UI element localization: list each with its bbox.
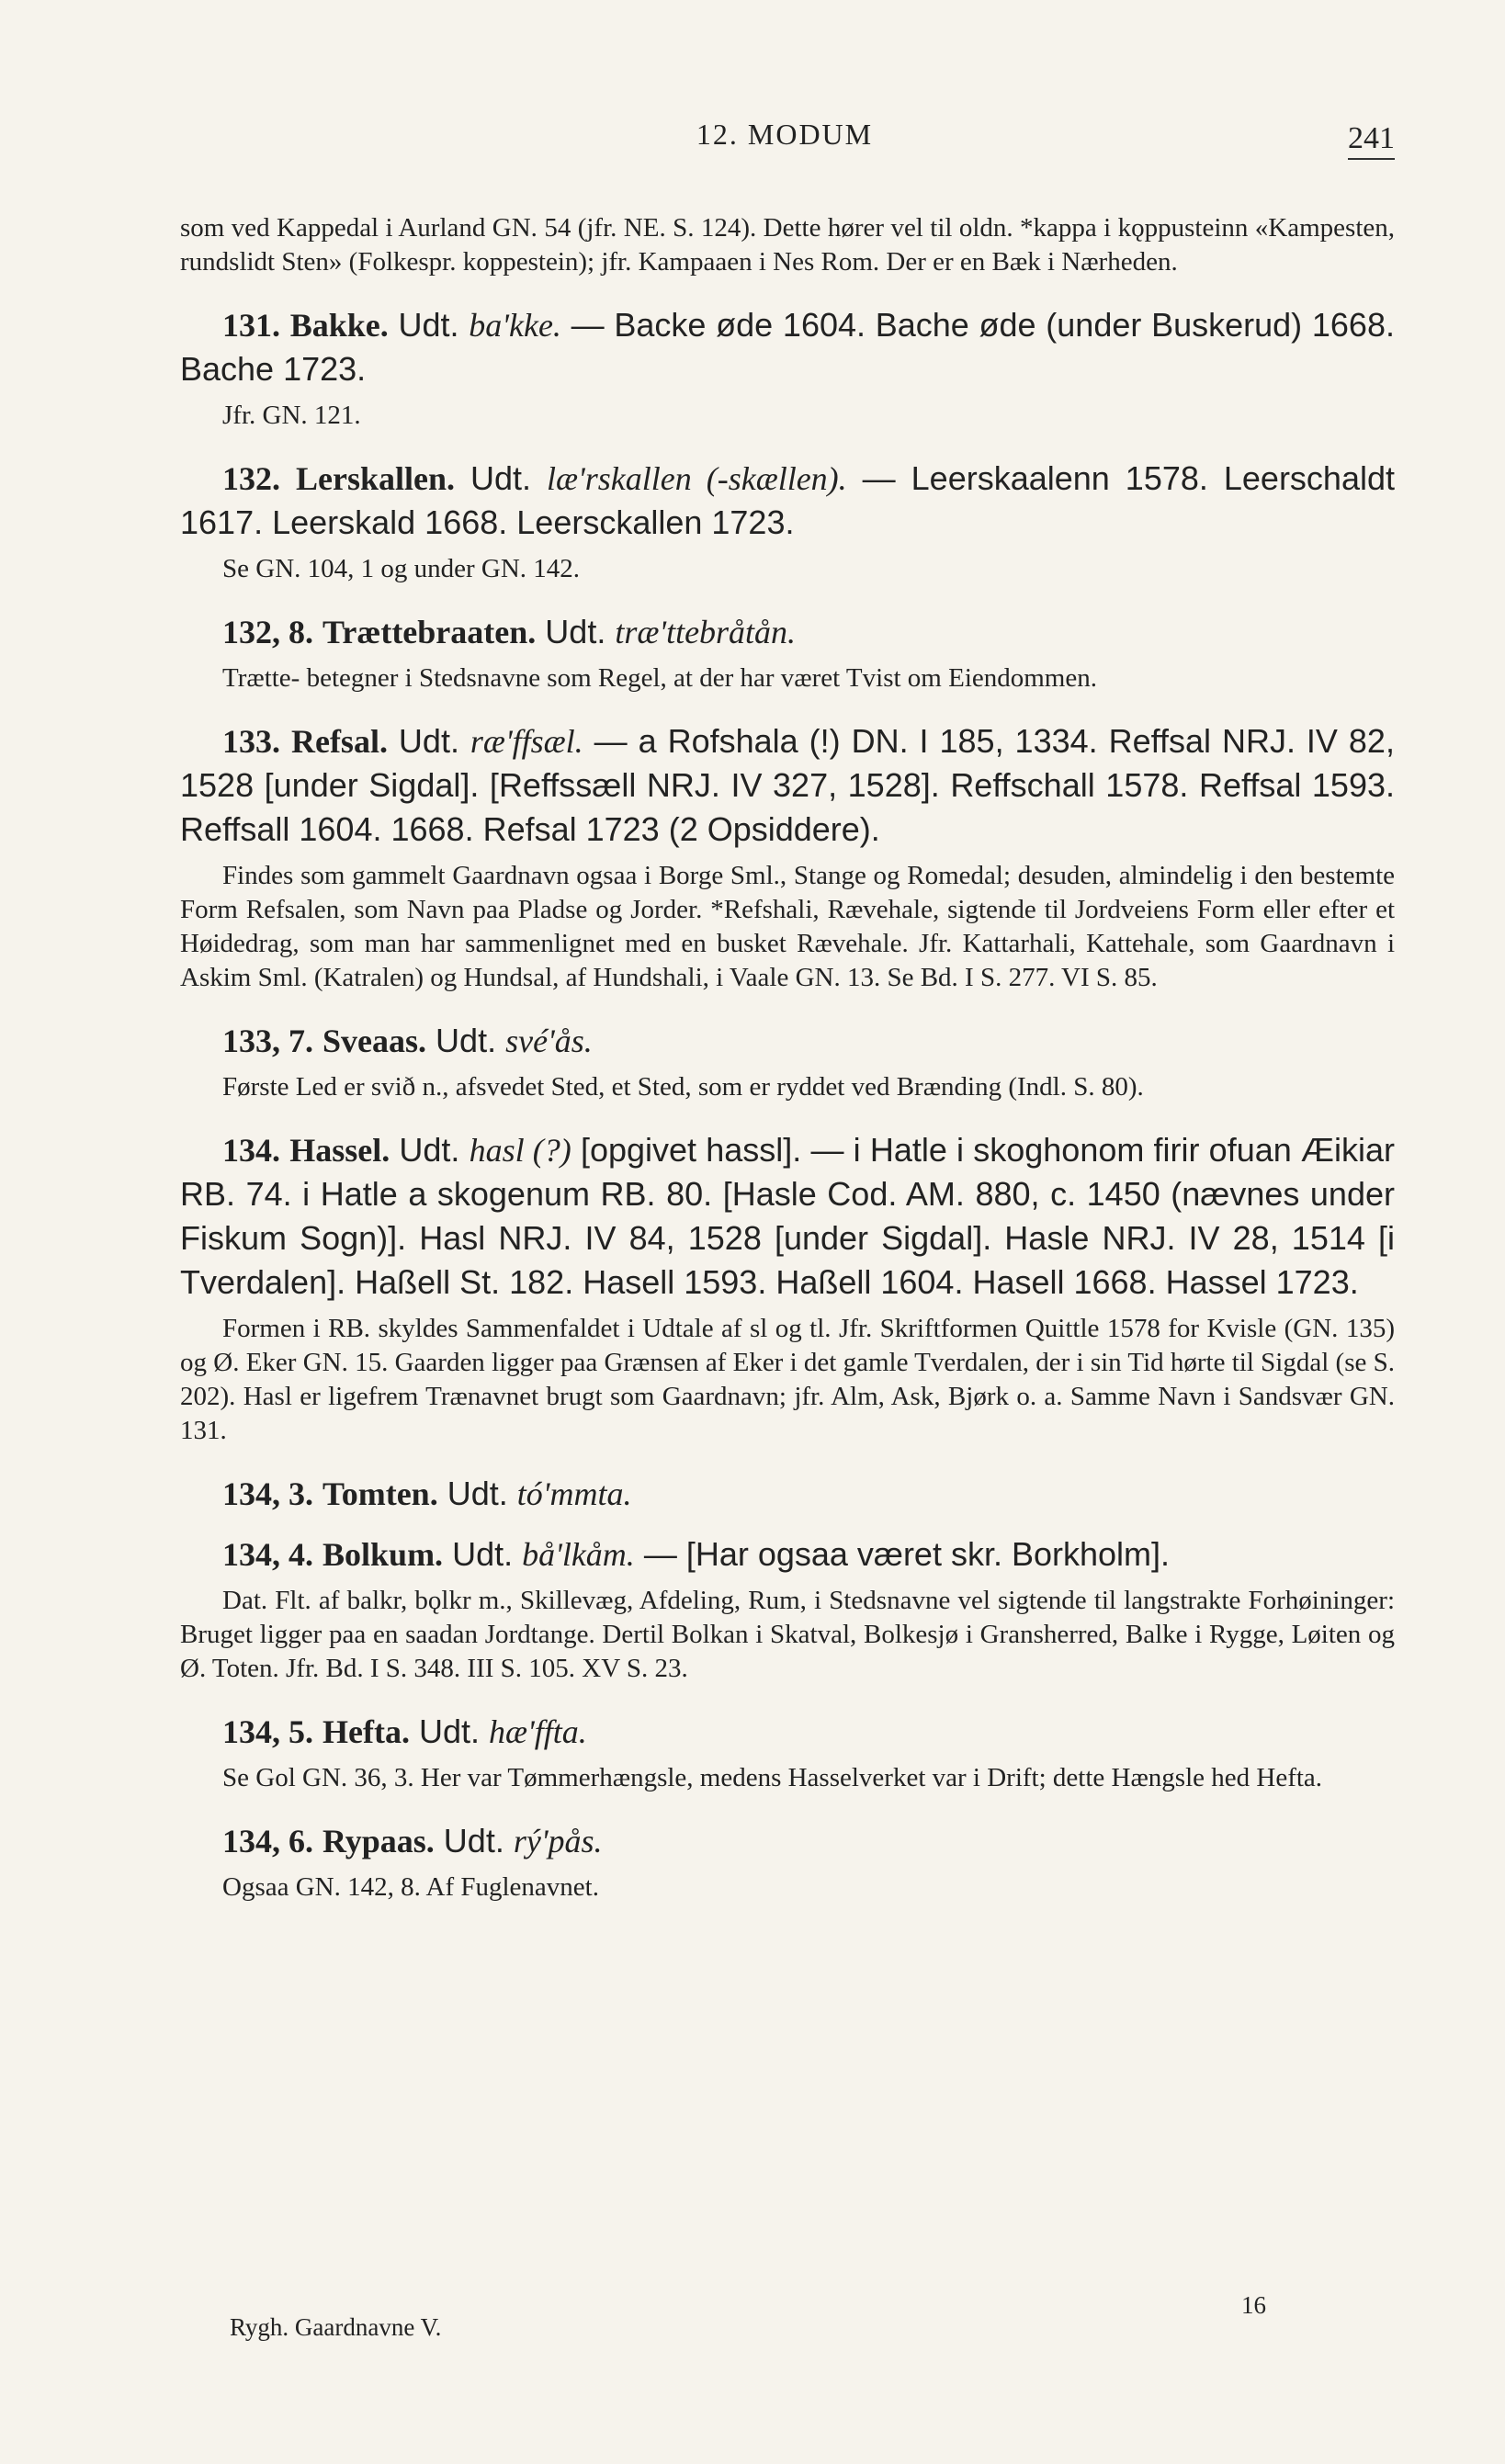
- running-header: [175, 118, 1395, 162]
- entry-note: Se GN. 104, 1 og under GN. 142.: [222, 554, 581, 583]
- entry-note: Formen i RB. skyldes Sammenfaldet i Udtale af sl og tl. Jfr. Skriftformen Quittle 1578 for Kvisle (GN. 135) og Ø. Eker GN. 15. Gaarden ligger paa Grænsen af Eker i det gamle Tverdalen, der i sin Tid hørte til Sigdal (se S. 202). Hasl er ligefrem Trænavnet brugt som Gaardnavn; jfr. Alm, Ask, Bjørk o. a. Samme Navn i Sandsvær GN. 131.: [180, 1314, 1395, 1445]
- page-number: 241: [1348, 121, 1395, 160]
- entry-number: 132.: [222, 460, 280, 497]
- entry-headword: Refsal.: [290, 723, 388, 760]
- udt-label: Udt.: [452, 1535, 514, 1573]
- entry-number: 131.: [222, 307, 280, 344]
- entry-headword: Tomten.: [322, 1475, 438, 1512]
- entry-number: 134, 4.: [222, 1536, 313, 1573]
- udt-label: Udt.: [419, 1712, 481, 1750]
- pronunciation: ræ'ffsæl.: [470, 723, 583, 760]
- pronunciation: své'ås.: [505, 1023, 593, 1059]
- entry-number: 133, 7.: [222, 1023, 313, 1059]
- entry-text: — [Har ogsaa været skr. Borkholm].: [643, 1535, 1171, 1573]
- entry-132: [180, 457, 1395, 545]
- udt-label: Udt.: [447, 1475, 508, 1512]
- entry-number: 134.: [222, 1132, 280, 1169]
- entry-headword: Bolkum.: [322, 1536, 444, 1573]
- entry-headword: Lerskallen.: [296, 460, 456, 497]
- entry-headword: Trættebraaten.: [322, 614, 537, 650]
- page-body: [180, 211, 1395, 1905]
- entry-headword: Bakke.: [289, 307, 389, 344]
- entry-note: Første Led er svið n., afsvedet Sted, et Sted, som er ryddet ved Brænding (Indl. S. 80).: [222, 1072, 1144, 1102]
- entry-headword: Rypaas.: [322, 1823, 435, 1859]
- pronunciation: hæ'ffta.: [489, 1713, 587, 1750]
- udt-label: Udt.: [436, 1022, 497, 1059]
- entry-note: Dat. Flt. af balkr, bǫlkr m., Skillevæg, Afdeling, Rum, i Stedsnavne vel sigtende til langstrakte Forhøininger: Bruget ligger paa en saadan Jordtange. Dertil Bolkan i Skatval, Bolkesjø i Gransherred, Balke i Rygge, Løiten og Ø. Toten. Jfr. Bd. I S. 348. III S. 105. XV S. 23.: [180, 1586, 1395, 1683]
- pronunciation: træ'ttebråtån.: [615, 614, 797, 650]
- udt-label: Udt.: [470, 459, 532, 497]
- pronunciation: læ'rskallen (-skællen).: [547, 460, 847, 497]
- pronunciation: hasl (?): [469, 1132, 571, 1169]
- entry-note: Jfr. GN. 121.: [222, 401, 361, 430]
- udt-label: Udt.: [399, 1131, 460, 1169]
- entry-headword: Hassel.: [289, 1132, 390, 1169]
- entry-133: [180, 719, 1395, 852]
- entry-134-5: [180, 1710, 1395, 1754]
- entry-134: [180, 1128, 1395, 1305]
- entry-134-4: [180, 1532, 1395, 1577]
- entry-note: Trætte- betegner i Stedsnavne som Regel, at der har været Tvist om Eiendommen.: [222, 663, 1097, 693]
- entry-number: 132, 8.: [222, 614, 313, 650]
- udt-label: Udt.: [398, 722, 459, 760]
- pronunciation: tó'mmta.: [516, 1475, 632, 1512]
- entry-number: 133.: [222, 723, 280, 760]
- continuation-paragraph: som ved Kappedal i Aurland GN. 54 (jfr. NE. S. 124). Dette hører vel til oldn. *kappa i kǫppusteinn «Kampesten, rundslidt Sten» (Folkespr. koppestein); jfr. Kampaaen i Nes Rom. Der er en Bæk i Nærheden.: [180, 213, 1395, 277]
- udt-label: Udt.: [545, 613, 606, 650]
- entry-132-8: [180, 610, 1395, 654]
- pronunciation: ba'kke.: [469, 307, 561, 344]
- entry-134-3: [180, 1472, 1395, 1516]
- entry-note: Findes som gammelt Gaardnavn ogsaa i Borge Sml., Stange og Romedal; desuden, almindelig i den bestemte Form Refsalen, som Navn paa Pladse og Jorder. *Refshali, Rævehale, sigtende til Jordveiens Form eller efter et Høidedrag, som man har sammenlignet med en busket Rævehale. Jfr. Kattarhali, Kattehale, som Gaardnavn i Askim Sml. (Katralen) og Hundsal, af Hundshali, i Vaale GN. 13. Se Bd. I S. 277. VI S. 85.: [180, 861, 1395, 992]
- udt-label: Udt.: [398, 306, 459, 344]
- entry-text: — Leerskaalenn 1578. Leerschaldt 1617. Leerskald 1668. Leersckallen 1723.: [180, 459, 1395, 541]
- entry-133-7: [180, 1019, 1395, 1063]
- entry-headword: Hefta.: [322, 1713, 410, 1750]
- entry-number: 134, 5.: [222, 1713, 313, 1750]
- chapter-title: 12. MODUM: [696, 118, 874, 151]
- entry-note: Se Gol GN. 36, 3. Her var Tømmerhængsle, medens Hasselverket var i Drift; dette Hængsle hed Hefta.: [222, 1763, 1323, 1792]
- entry-note: Ogsaa GN. 142, 8. Af Fuglenavnet.: [222, 1872, 599, 1902]
- udt-label: Udt.: [443, 1822, 504, 1859]
- entry-text: — Backe øde 1604. Bache øde (under Buskerud) 1668. Bache 1723.: [180, 306, 1395, 388]
- entry-headword: Sveaas.: [322, 1023, 427, 1059]
- entry-131: [180, 303, 1395, 391]
- sheet-number: 16: [1241, 2291, 1266, 2319]
- signature-mark: Rygh. Gaardnavne V.: [230, 2313, 442, 2341]
- entry-text: [opgivet hassl]. — i Hatle i skoghonom firir ofuan Æikiar RB. 74. i Hatle a skogenum RB. 80. [Hasle Cod. AM. 880, c. 1450 (nævnes under Fiskum Sogn)]. Hasl NRJ. IV 84, 1528 [under Sigdal]. Hasle NRJ. IV 28, 1514 [i Tverdalen]. Haßell St. 182. Hasell 1593. Haßell 1604. Hasell 1668. Hassel 1723.: [180, 1131, 1395, 1301]
- entry-134-6: [180, 1819, 1395, 1863]
- pronunciation: rý'pås.: [513, 1823, 603, 1859]
- entry-number: 134, 6.: [222, 1823, 313, 1859]
- pronunciation: bå'lkåm.: [522, 1536, 635, 1573]
- entry-number: 134, 3.: [222, 1475, 313, 1512]
- entry-text: — a Rofshala (!) DN. I 185, 1334. Reffsal NRJ. IV 82, 1528 [under Sigdal]. [Reffssæll NRJ. IV 327, 1528]. Reffschall 1578. Reffsal 1593. Reffsall 1604. 1668. Refsal 1723 (2 Opsiddere).: [180, 722, 1395, 848]
